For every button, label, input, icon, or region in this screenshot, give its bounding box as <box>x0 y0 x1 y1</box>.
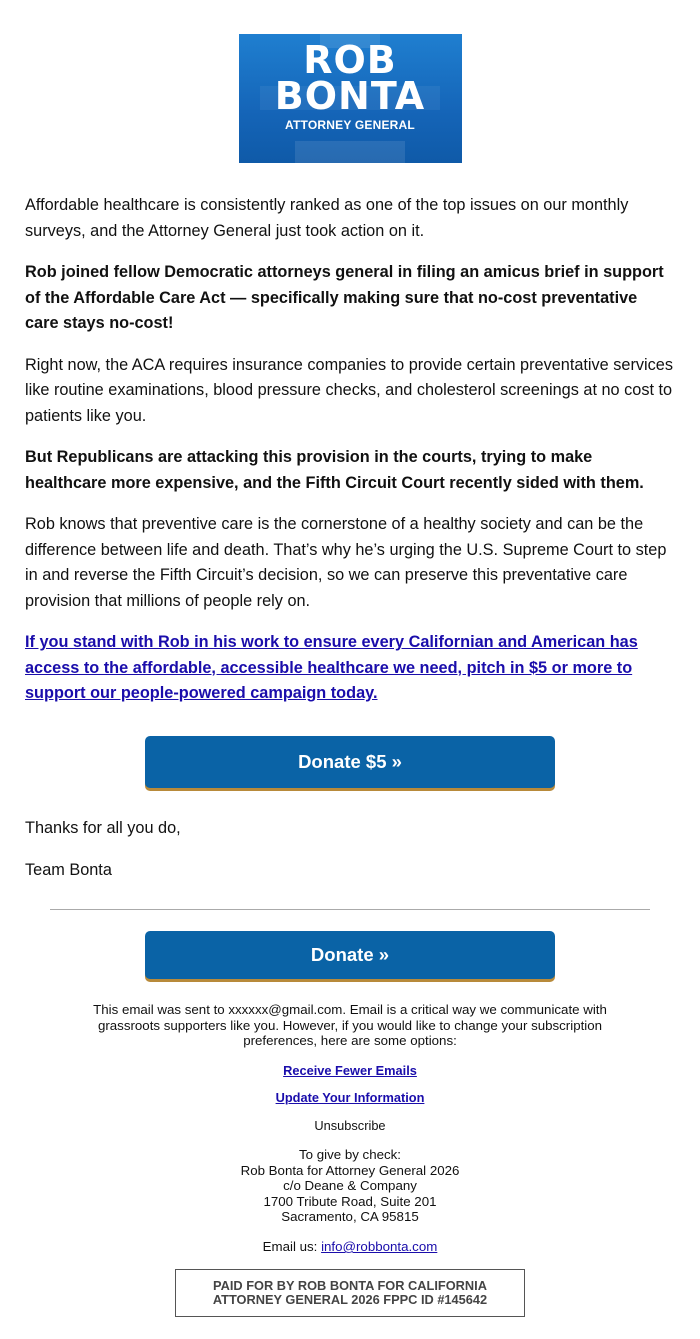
body-paragraph-4: But Republicans are attacking this provision in the courts, trying to make healthcare more expensive, and the Fifth Circuit Court recently sided with them. <box>25 448 644 492</box>
body-paragraph-2: Rob joined fellow Democratic attorneys general in filing an amicus brief in support of the Affordable Care Act — specifically making sure that no-cost preventative care stays no-cost! <box>25 263 664 332</box>
logo-decor-bottom <box>295 141 405 163</box>
logo-name-first: ROB <box>303 38 397 82</box>
check-address-block <box>0 1147 700 1225</box>
body-paragraph-1: Affordable healthcare is consistently ranked as one of the top issues on our monthly surveys, and the Attorney General just took action on it. <box>25 196 629 240</box>
check-heading: To give by check: <box>299 1147 401 1162</box>
update-information-link[interactable]: Update Your Information <box>275 1090 425 1105</box>
footer-fewer-emails-row <box>0 1063 700 1079</box>
header-logo-wrap <box>0 34 700 163</box>
body-paragraph-3: Right now, the ACA requires insurance companies to provide certain preventative services like routine examinations, blood pressure checks, and cholesterol screenings at no cost to patients like you. <box>25 355 673 425</box>
footer-update-info-row <box>0 1090 700 1106</box>
check-street: 1700 Tribute Road, Suite 201 <box>263 1193 437 1209</box>
check-care-of: c/o Deane & Company <box>283 1178 417 1193</box>
donate-cta-link[interactable]: If you stand with Rob in his work to ensure every Californian and American has access to the affordable, accessible healthcare we need, pitch in $5 or more to support our people-powered campaign today. <box>25 633 638 702</box>
receive-fewer-emails-link[interactable]: Receive Fewer Emails <box>283 1063 417 1078</box>
rob-bonta-logo <box>239 34 462 163</box>
donate-5-button[interactable]: Donate $5 » <box>145 736 555 788</box>
unsubscribe-link[interactable]: Unsubscribe <box>314 1118 386 1133</box>
footer-divider <box>50 909 650 910</box>
check-payee: Rob Bonta for Attorney General 2026 <box>240 1162 460 1178</box>
email-body <box>25 193 675 723</box>
paid-for-disclaimer <box>175 1269 525 1317</box>
paid-for-line-1: PAID FOR BY ROB BONTA FOR CALIFORNIA <box>213 1278 487 1293</box>
body-paragraph-5: Rob knows that preventive care is the cornerstone of a healthy society and can be the difference between life and death. That’s why he’s urging the U.S. Supreme Court to step in and reverse the Fifth Circuit’s decision, so we can preserve this preventative care provision that millions of people rely on. <box>25 515 667 610</box>
signoff-team: Team Bonta <box>25 861 112 879</box>
contact-email-link[interactable]: info@robbonta.com <box>321 1239 438 1254</box>
logo-title: ATTORNEY GENERAL <box>285 118 415 132</box>
email-label: Email us: <box>262 1239 322 1254</box>
check-city: Sacramento, CA 95815 <box>281 1209 419 1224</box>
donate-button[interactable]: Donate » <box>145 931 555 979</box>
paid-for-line-2: ATTORNEY GENERAL 2026 FPPC ID #145642 <box>212 1292 488 1307</box>
footer-email-row <box>0 1239 700 1255</box>
logo-name-last: BONTA <box>274 74 426 118</box>
signoff-thanks: Thanks for all you do, <box>25 819 181 837</box>
footer-intro-text: This email was sent to xxxxxx@gmail.com. Email is a critical way we communicate with grassroots supporters like you. However, if you would like to change your subscription preferences, here are some options: <box>93 1002 607 1048</box>
